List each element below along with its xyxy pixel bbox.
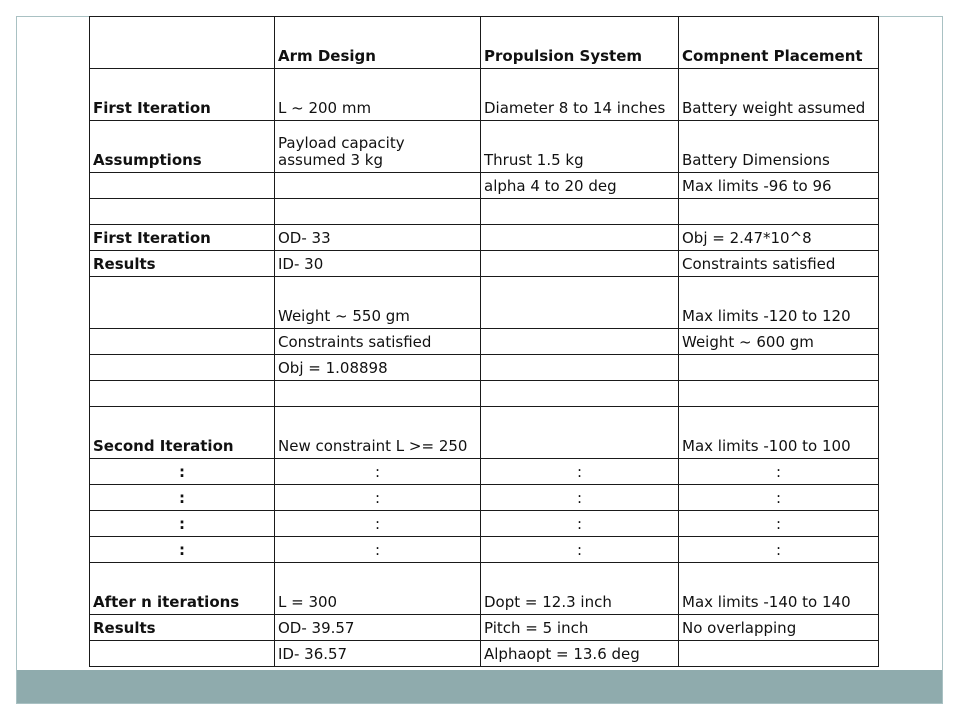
row-label [90, 199, 275, 225]
arm-design-cell: : [275, 459, 481, 485]
placement-cell [679, 381, 879, 407]
propulsion-cell: Diameter 8 to 14 inches [481, 69, 679, 121]
arm-design-cell: Obj = 1.08898 [275, 355, 481, 381]
placement-cell: Constraints satisfied [679, 251, 879, 277]
table-row [90, 641, 879, 667]
iteration-table [89, 16, 879, 667]
arm-design-cell: : [275, 537, 481, 563]
table-row [90, 407, 879, 459]
arm-design-cell: New constraint L >= 250 [275, 407, 481, 459]
arm-design-cell: ID- 30 [275, 251, 481, 277]
placement-cell [679, 199, 879, 225]
placement-cell: Battery Dimensions [679, 121, 879, 173]
arm-design-cell [275, 199, 481, 225]
row-label: First Iteration [90, 69, 275, 121]
row-label: : [90, 485, 275, 511]
row-label: : [90, 511, 275, 537]
table-row [90, 615, 879, 641]
table-row [90, 485, 879, 511]
table-row [90, 69, 879, 121]
placement-cell: Max limits -100 to 100 [679, 407, 879, 459]
row-label: Assumptions [90, 121, 275, 173]
placement-cell: Obj = 2.47*10^8 [679, 225, 879, 251]
header-propulsion-system: Propulsion System [481, 17, 679, 69]
table-row [90, 277, 879, 329]
propulsion-cell [481, 329, 679, 355]
propulsion-cell: : [481, 511, 679, 537]
row-label: Second Iteration [90, 407, 275, 459]
row-label: Results [90, 615, 275, 641]
header-cell-0 [90, 17, 275, 69]
row-label [90, 641, 275, 667]
arm-design-cell: OD- 33 [275, 225, 481, 251]
row-label [90, 277, 275, 329]
arm-design-cell [275, 381, 481, 407]
table-row [90, 251, 879, 277]
header-arm-design: Arm Design [275, 17, 481, 69]
row-label: After n iterations [90, 563, 275, 615]
propulsion-cell [481, 277, 679, 329]
table-row [90, 355, 879, 381]
placement-cell: Max limits -140 to 140 [679, 563, 879, 615]
placement-cell: : [679, 537, 879, 563]
propulsion-cell: Thrust 1.5 kg [481, 121, 679, 173]
table-row [90, 511, 879, 537]
propulsion-cell: : [481, 537, 679, 563]
table-row [90, 173, 879, 199]
header-row [90, 17, 879, 69]
row-label: : [90, 537, 275, 563]
table-row [90, 225, 879, 251]
arm-design-cell: Constraints satisfied [275, 329, 481, 355]
propulsion-cell: : [481, 459, 679, 485]
propulsion-cell: Pitch = 5 inch [481, 615, 679, 641]
row-label [90, 329, 275, 355]
footer-bar [17, 670, 942, 703]
arm-design-cell: OD- 39.57 [275, 615, 481, 641]
propulsion-cell [481, 381, 679, 407]
table-row [90, 121, 879, 173]
placement-cell [679, 355, 879, 381]
arm-design-cell: Weight ~ 550 gm [275, 277, 481, 329]
placement-cell: Max limits -96 to 96 [679, 173, 879, 199]
row-label [90, 381, 275, 407]
propulsion-cell [481, 407, 679, 459]
propulsion-cell [481, 199, 679, 225]
table-row [90, 459, 879, 485]
placement-cell: Max limits -120 to 120 [679, 277, 879, 329]
table-row [90, 199, 879, 225]
placement-cell: Weight ~ 600 gm [679, 329, 879, 355]
row-label [90, 173, 275, 199]
arm-design-cell: : [275, 511, 481, 537]
propulsion-cell: Alphaopt = 13.6 deg [481, 641, 679, 667]
arm-design-cell: L ~ 200 mm [275, 69, 481, 121]
placement-cell: No overlapping [679, 615, 879, 641]
arm-design-cell: : [275, 485, 481, 511]
row-label [90, 355, 275, 381]
table-row [90, 563, 879, 615]
header-component-placement: Compnent Placement [679, 17, 879, 69]
row-label: First Iteration [90, 225, 275, 251]
row-label: Results [90, 251, 275, 277]
table-row [90, 537, 879, 563]
arm-design-cell: Payload capacity assumed 3 kg [275, 121, 481, 173]
row-label: : [90, 459, 275, 485]
table-row [90, 381, 879, 407]
propulsion-cell [481, 355, 679, 381]
arm-design-cell: ID- 36.57 [275, 641, 481, 667]
placement-cell: : [679, 459, 879, 485]
placement-cell: : [679, 485, 879, 511]
propulsion-cell: alpha 4 to 20 deg [481, 173, 679, 199]
table-row [90, 329, 879, 355]
placement-cell: Battery weight assumed [679, 69, 879, 121]
placement-cell: : [679, 511, 879, 537]
propulsion-cell: : [481, 485, 679, 511]
propulsion-cell [481, 225, 679, 251]
placement-cell [679, 641, 879, 667]
propulsion-cell [481, 251, 679, 277]
propulsion-cell: Dopt = 12.3 inch [481, 563, 679, 615]
arm-design-cell [275, 173, 481, 199]
arm-design-cell: L = 300 [275, 563, 481, 615]
